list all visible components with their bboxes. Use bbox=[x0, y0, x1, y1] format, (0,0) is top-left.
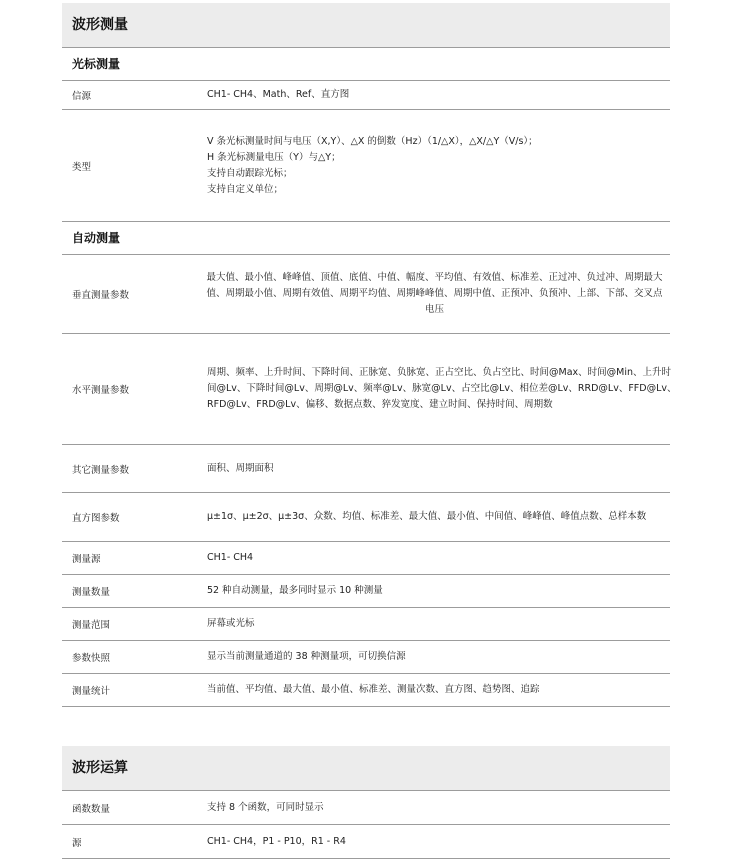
spec-line: RFD@Lv、FRD@Lv、偏移、数据点数、猝发宽度、建立时间、保持时间、周期数 bbox=[207, 399, 553, 410]
spec-label: 垂直测量参数 bbox=[72, 290, 130, 301]
subsection-title: 自动测量 bbox=[72, 231, 121, 245]
spec-row-param-snapshot bbox=[62, 641, 670, 674]
spec-value bbox=[207, 445, 662, 492]
spec-value bbox=[207, 334, 677, 444]
section-title-bar bbox=[62, 3, 670, 48]
spec-label: 参数快照 bbox=[72, 653, 111, 664]
subsection-auto-header bbox=[62, 222, 670, 255]
spec-row-measure-range bbox=[62, 608, 670, 641]
section-title: 波形运算 bbox=[72, 760, 128, 776]
subsection-title: 光标测量 bbox=[72, 57, 121, 71]
spec-row-measure-count bbox=[62, 575, 670, 608]
spec-label: 类型 bbox=[72, 161, 92, 173]
spec-label: 测量范围 bbox=[72, 620, 111, 631]
spec-line: 支持 8 个函数，可同时显示 bbox=[207, 801, 324, 813]
spec-line: 值、周期最小值、周期有效值、周期平均值、周期峰峰值、周期中值、正预冲、负预冲、上部、下部、交叉点 bbox=[206, 288, 663, 299]
spec-value bbox=[207, 825, 662, 858]
spec-line: 支持自动跟踪光标； bbox=[207, 167, 293, 179]
spec-line: CH1- CH4、Math、Ref、直方图 bbox=[207, 89, 350, 100]
spec-label: 测量源 bbox=[72, 554, 101, 565]
spec-line: 最大值、最小值、峰峰值、顶值、底值、中值、幅度、平均值、有效值、标准差、正过冲、负过冲、周期最大 bbox=[206, 272, 663, 283]
spec-value bbox=[207, 575, 662, 607]
spec-line: 屏幕或光标 bbox=[207, 618, 255, 629]
spec-label: 测量数量 bbox=[72, 587, 111, 598]
spec-line: H 条光标测量电压（Y）与△Y； bbox=[207, 151, 341, 163]
spec-row-measure-source bbox=[62, 542, 670, 575]
spec-line: CH1- CH4 bbox=[207, 552, 254, 563]
spec-line: 间@Lv、下降时间@Lv、周期@Lv、频率@Lv、脉宽@Lv、占空比@Lv、相位差@Lv、RRD@Lv、FFD@Lv、 bbox=[207, 383, 677, 394]
spec-value bbox=[207, 255, 662, 333]
spec-row-other-params bbox=[62, 445, 670, 493]
spec-line: V 条光标测量时间与电压（X,Y）、△X 的倒数（Hz）（1/△X），△X/△Y（V/s）； bbox=[207, 135, 538, 147]
spec-value bbox=[207, 493, 662, 541]
spec-row-function-count bbox=[62, 791, 670, 825]
spec-label: 测量统计 bbox=[72, 686, 111, 697]
spec-row-horizontal-params bbox=[62, 334, 677, 445]
spec-row-type bbox=[62, 110, 670, 222]
section-title: 波形测量 bbox=[72, 17, 128, 33]
spec-label: 水平测量参数 bbox=[72, 385, 130, 396]
section-title-bar bbox=[62, 746, 670, 791]
spec-value bbox=[207, 542, 662, 574]
spec-value bbox=[207, 674, 662, 706]
spec-line: 52 种自动测量，最多同时显示 10 种测量 bbox=[207, 585, 383, 596]
spec-line: 支持自定义单位； bbox=[207, 183, 284, 195]
spec-line: 当前值、平均值、最大值、最小值、标准差、测量次数、直方图、趋势图、追踪 bbox=[207, 684, 540, 695]
waveform-math-section bbox=[62, 746, 670, 860]
spec-row-histogram-params bbox=[62, 493, 670, 542]
spec-row-math-source bbox=[62, 825, 670, 859]
spec-label: 其它测量参数 bbox=[72, 464, 130, 476]
spec-label: 信源 bbox=[72, 91, 92, 102]
spec-line: 显示当前测量通道的 38 种测量项，可切换信源 bbox=[207, 651, 406, 662]
spec-label: 源 bbox=[72, 837, 82, 849]
spec-value bbox=[207, 608, 662, 640]
spec-line: 周期、频率、上升时间、下降时间、正脉宽、负脉宽、正占空比、负占空比、时间@Max、时间@Min、上升时 bbox=[207, 367, 671, 378]
spec-value bbox=[207, 110, 662, 221]
spec-label: 函数数量 bbox=[72, 803, 111, 815]
spec-value bbox=[207, 81, 662, 109]
spec-value bbox=[207, 641, 662, 673]
spec-label: 直方图参数 bbox=[72, 513, 120, 524]
spec-line: CH1- CH4，P1 - P10，R1 - R4 bbox=[207, 835, 346, 847]
spec-row-vertical-params bbox=[62, 255, 670, 334]
spec-line: μ±1σ、μ±2σ、μ±3σ、众数、均值、标准差、最大值、最小值、中间值、峰峰值、峰值点数、总样本数 bbox=[207, 511, 647, 522]
spec-value bbox=[207, 791, 662, 824]
spec-row-source bbox=[62, 81, 670, 110]
waveform-measure-section bbox=[62, 3, 677, 708]
spec-row-measure-stats bbox=[62, 674, 670, 707]
spec-line: 面积、周期面积 bbox=[207, 462, 274, 474]
spec-line: 电压 bbox=[424, 304, 444, 315]
subsection-cursor-header bbox=[62, 48, 670, 81]
